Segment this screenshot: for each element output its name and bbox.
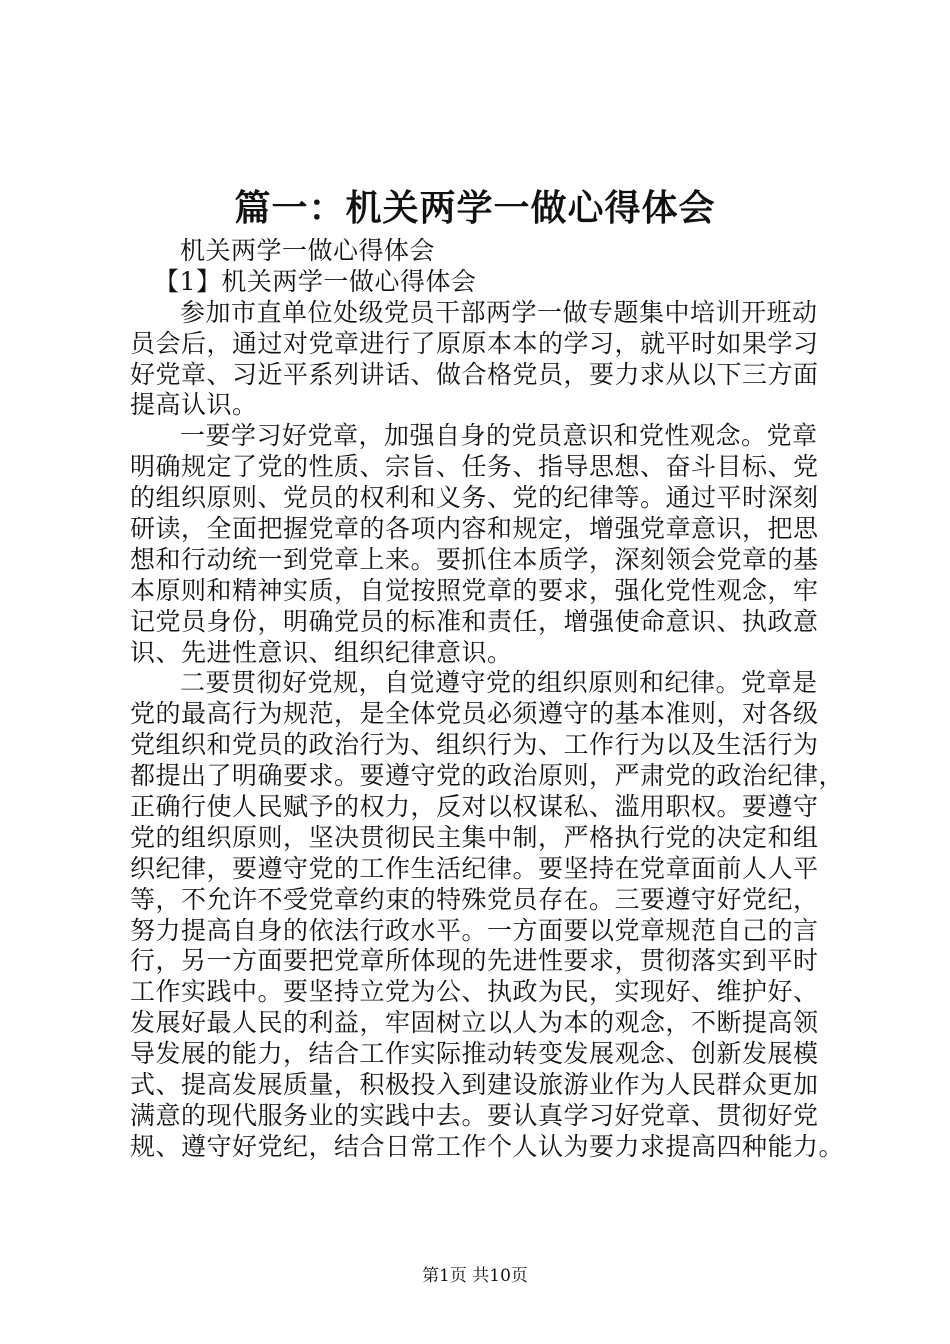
section-heading: 【1】机关两学一做心得体会 bbox=[154, 266, 477, 296]
paragraph-line: 都提出了明确要求。要遵守党的政治原则，严肃党的政治纪律， bbox=[130, 761, 845, 791]
paragraph-line: 明确规定了党的性质、宗旨、任务、指导思想、奋斗目标、党 bbox=[130, 452, 819, 482]
paragraph-line: 满意的现代服务业的实践中去。要认真学习好党章、贯彻好党 bbox=[130, 1100, 819, 1130]
paragraph-line: 工作实践中。要坚持立党为公、执政为民，实现好、维护好、 bbox=[130, 977, 819, 1007]
subtitle-line: 机关两学一做心得体会 bbox=[180, 236, 436, 265]
document-body bbox=[130, 236, 850, 1163]
paragraph-line: 努力提高自身的依法行政水平。一方面要以党章规范自己的言 bbox=[130, 915, 819, 945]
paragraph-line: 规、遵守好党纪，结合日常工作个人认为要力求提高四种能力。 bbox=[130, 1131, 845, 1161]
paragraph-line: 导发展的能力，结合工作实际推动转变发展观念、创新发展模 bbox=[130, 1039, 819, 1069]
paragraph-line: 党组织和党员的政治行为、组织行为、工作行为以及生活行为 bbox=[130, 730, 819, 760]
page-footer: 第1页 共10页 bbox=[422, 1266, 528, 1286]
paragraph-line: 的组织原则、党员的权利和义务、党的纪律等。通过平时深刻 bbox=[130, 483, 819, 513]
paragraph-line: 等，不允许不受党章约束的特殊党员存在。三要遵守好党纪， bbox=[130, 884, 819, 914]
page-title: 篇一：机关两学一做心得体会 bbox=[234, 187, 716, 229]
paragraph-line: 想和行动统一到党章上来。要抓住本质学，深刻领会党章的基 bbox=[130, 544, 819, 574]
paragraph-line: 发展好最人民的利益，牢固树立以人为本的观念，不断提高领 bbox=[130, 1008, 819, 1038]
paragraph-line: 式、提高发展质量，积极投入到建设旅游业作为人民群众更加 bbox=[130, 1070, 819, 1100]
paragraph-line: 记党员身份，明确党员的标准和责任，增强使命意识、执政意 bbox=[130, 606, 819, 636]
paragraph-line: 二要贯彻好党规，自觉遵守党的组织原则和纪律。党章是 bbox=[180, 668, 818, 698]
paragraph-line: 党的最高行为规范，是全体党员必须遵守的基本准则，对各级 bbox=[130, 699, 819, 729]
paragraph-line: 好党章、习近平系列讲话、做合格党员，要力求从以下三方面 bbox=[130, 359, 819, 389]
paragraph-line: 本原则和精神实质，自觉按照党章的要求，强化党性观念，牢 bbox=[130, 575, 819, 605]
paragraph-line: 一要学习好党章，加强自身的党员意识和党性观念。党章 bbox=[180, 421, 818, 451]
paragraph-line: 识、先进性意识、组织纪律意识。 bbox=[130, 637, 513, 667]
paragraph-line: 提高认识。 bbox=[130, 390, 258, 420]
paragraph-line: 行，另一方面要把党章所体现的先进性要求，贯彻落实到平时 bbox=[130, 946, 819, 976]
paragraph-line: 正确行使人民赋予的权力，反对以权谋私、滥用职权。要遵守 bbox=[130, 792, 819, 822]
paragraph-line: 党的组织原则，坚决贯彻民主集中制，严格执行党的决定和组 bbox=[130, 822, 819, 852]
paragraph-line: 员会后，通过对党章进行了原原本本的学习，就平时如果学习 bbox=[130, 328, 819, 358]
paragraph-line: 参加市直单位处级党员干部两学一做专题集中培训开班动 bbox=[180, 297, 818, 327]
paragraph-line: 织纪律，要遵守党的工作生活纪律。要坚持在党章面前人人平 bbox=[130, 853, 819, 883]
paragraph-line: 研读，全面把握党章的各项内容和规定，增强党章意识，把思 bbox=[130, 514, 819, 544]
